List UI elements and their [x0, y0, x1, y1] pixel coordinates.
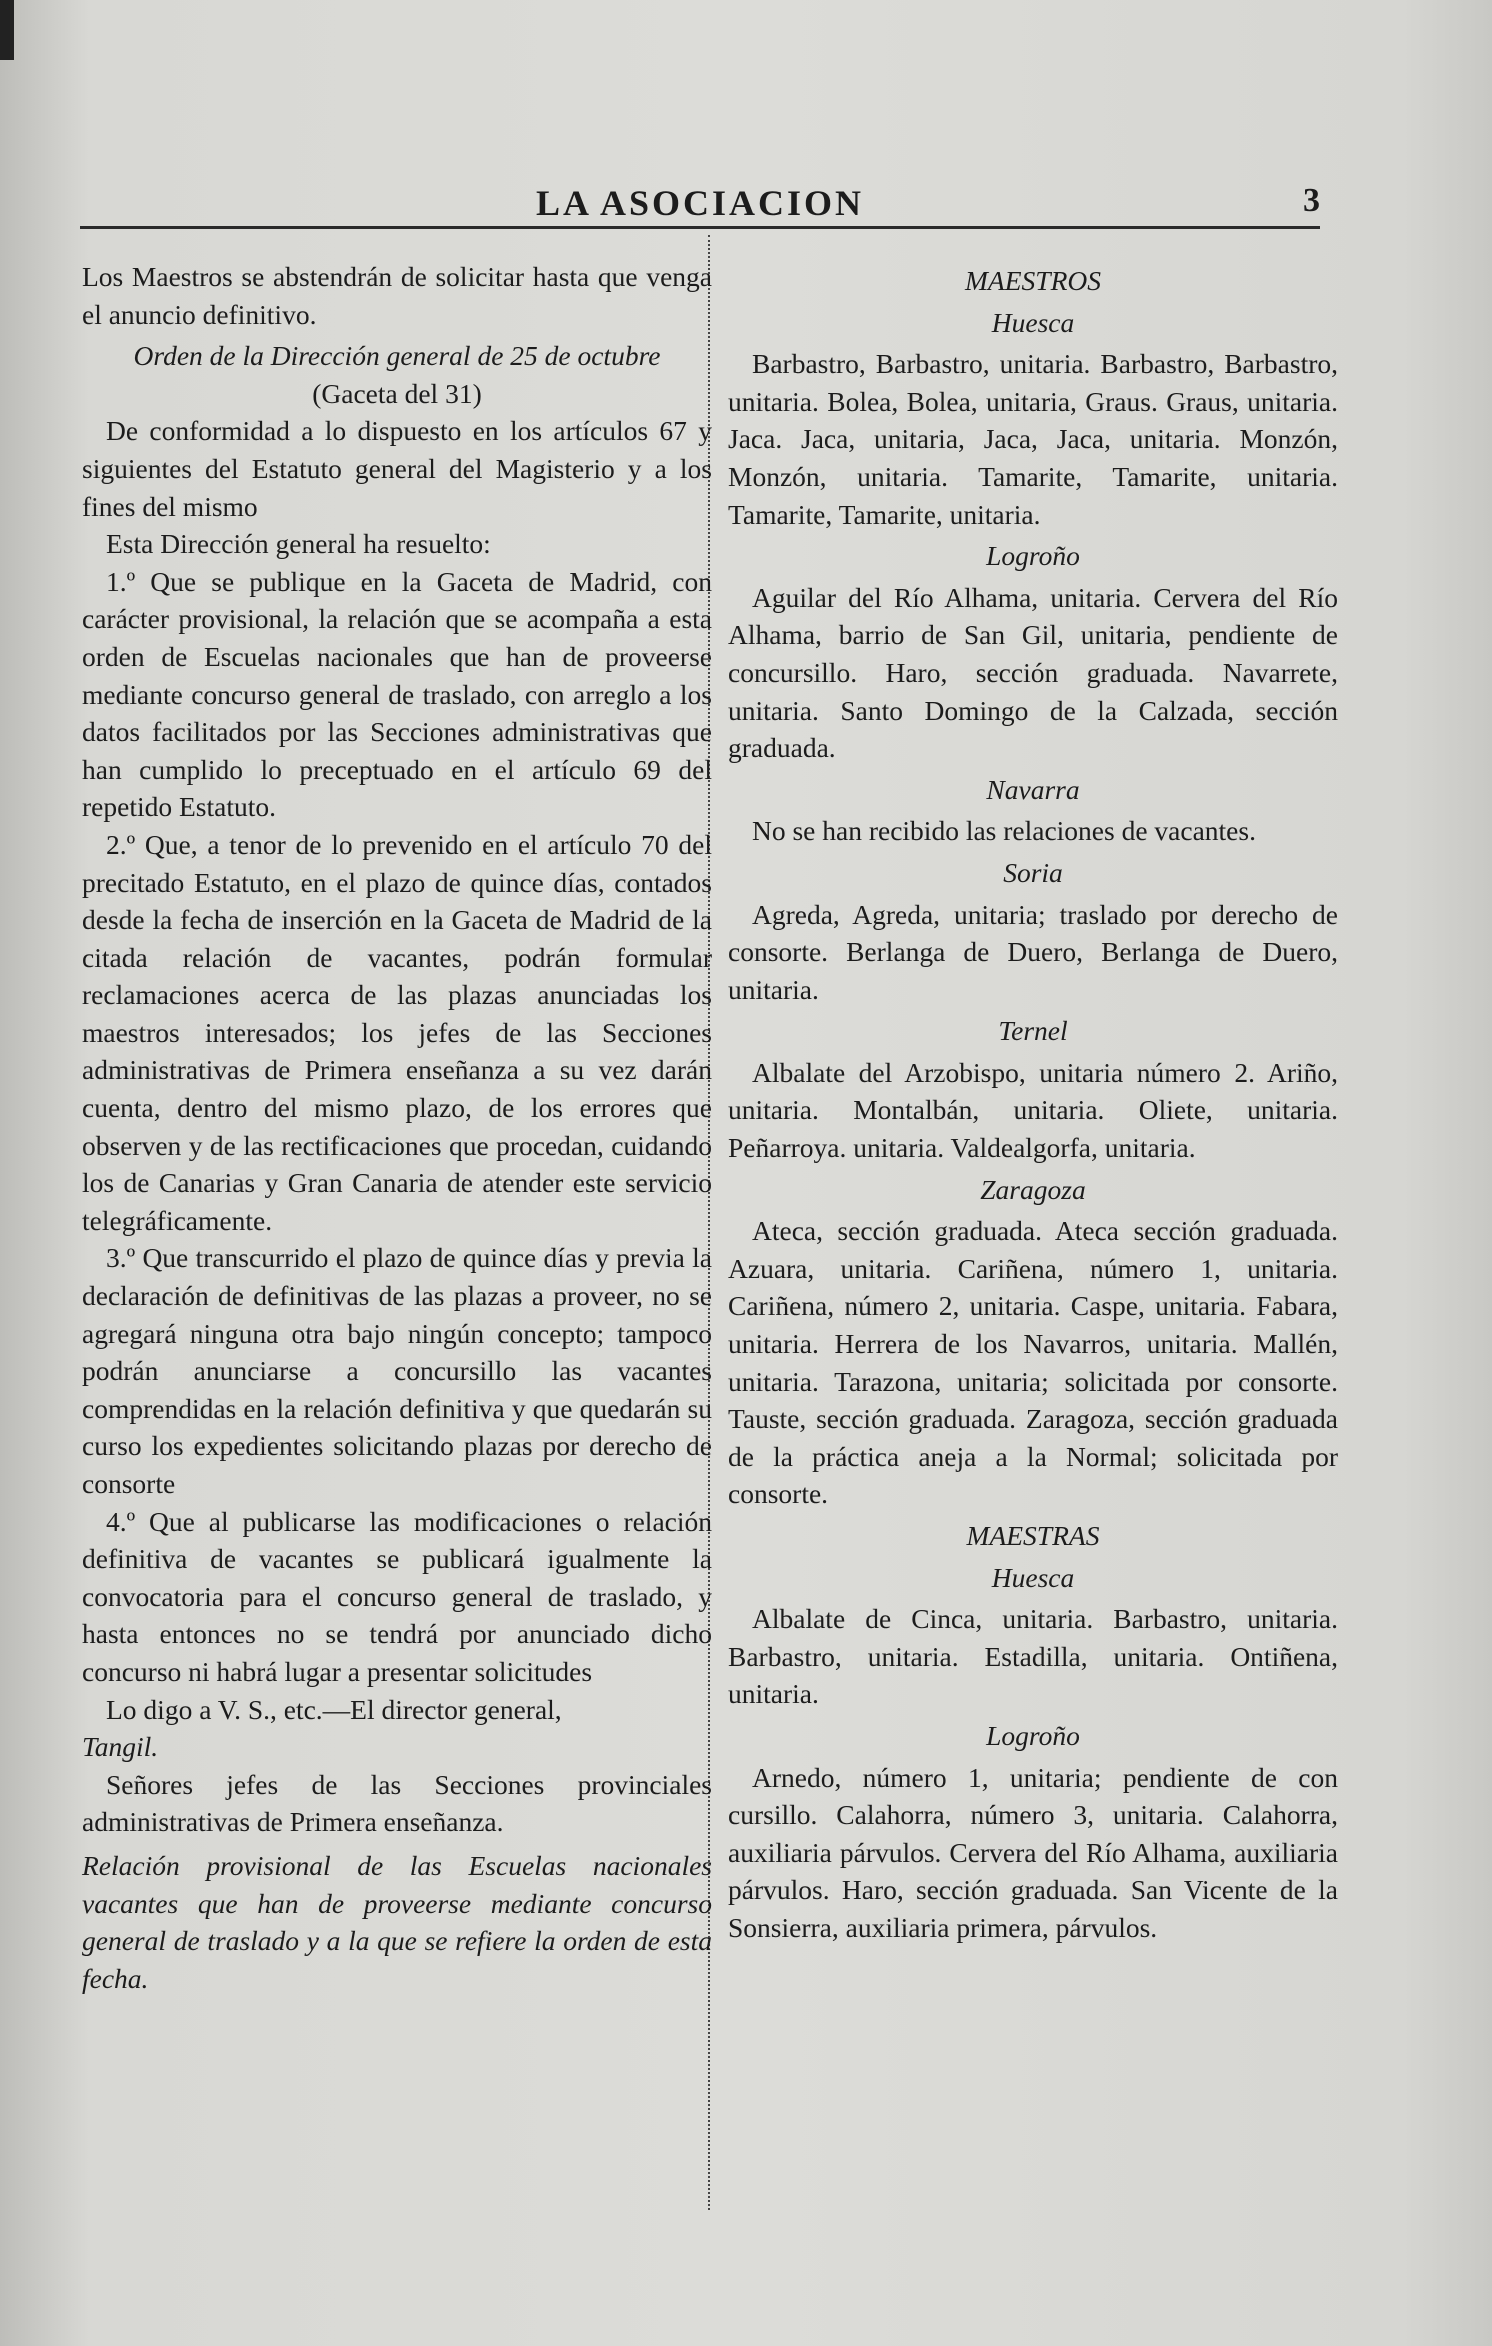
order-title: Orden de la Dirección general de 25 de octubre: [133, 340, 661, 372]
article-2-paragraph: 2.º Que, a tenor de lo prevenido en el artículo 70 del precitado Estatuto, en el plazo de quince días, contados desde la fecha de inserción en la Gaceta de Madrid de la citada relación de vacantes, podrán formular reclamaciones acerca de las plazas anunciadas los maestros interesados; los jefes de las Secciones administrativas de Primera enseñanza a su vez darán cuenta, dentro del mismo plazo, de los errores que observen y de las rectificaciones que procedan, cuidando los de Canarias y Gran Canaria de atender este servicio telegráficamente.: [82, 828, 712, 1236]
conformidad-paragraph: De conformidad a lo dispuesto en los artículos 67 y siguientes del Estatuto general del Magisterio y a los fines del mismo: [82, 415, 712, 522]
article-4-paragraph: 4.º Que al publicarse las modificaciones o relación definitiva de vacantes se publicará igualmente la convocatoria para el concurso general de traslado, y hasta entonces no se tendrá por anunciado dicho concurso ni habrá lugar a presentar solicitudes: [82, 1505, 712, 1687]
left-column: [82, 258, 712, 1997]
page-corner-shadow: [0, 0, 14, 60]
huesca-heading: Huesca: [991, 306, 1075, 338]
soria-list: Agreda, Agreda, unitaria; traslado por derecho de consorte. Berlanga de Duero, Berlanga de Duero, unitaria.: [728, 898, 1338, 1005]
teruel-heading: Ternel: [998, 1015, 1068, 1047]
zaragoza-list: Ateca, sección graduada. Ateca sección graduada. Azuara, unitaria. Cariñena, número 1, unitaria. Cariñena, número 2, unitaria. Caspe, unitaria. Fabara, unitaria. Herrera de los Navarros, unitaria. Mallén, unitaria. Tarazona, unitaria; solicitada por consorte. Tauste, sección graduada. Zaragoza, sección graduada de la práctica aneja a la Normal; solicitada por consorte.: [728, 1215, 1338, 1510]
logrono-list: Aguilar del Río Alhama, unitaria. Cervera del Río Alhama, barrio de San Gil, unitaria, pendiente de concursillo. Haro, sección graduada. Navarrete, unitaria. Santo Domingo de la Calzada, sección graduada.: [728, 581, 1338, 764]
huesca-maestras-heading: Huesca: [991, 1561, 1075, 1593]
relacion-caption: Relación provisional de las Escuelas nacionales vacantes que han de proveerse mediante concurso general de traslado y a la que se refiere la orden de esta fecha.: [82, 1849, 712, 1994]
article-1-paragraph: 1.º Que se publique en la Gaceta de Madrid, con carácter provisional, la relación que se acompaña a esta orden de Escuelas nacionales que han de proveerse mediante concurso general de traslado, con arreglo a los datos facilitados por las Secciones administrativas que han cumplido lo preceptuado en el artículo 69 del repetido Estatuto.: [82, 565, 712, 823]
header-rule: [80, 226, 1320, 229]
navarra-heading: Navarra: [986, 773, 1080, 805]
zaragoza-heading: Zaragoza: [980, 1173, 1086, 1205]
maestros-heading: MAESTROS: [965, 265, 1101, 296]
maestras-heading: MAESTRAS: [966, 1520, 1100, 1551]
soria-heading: Soria: [1003, 856, 1063, 888]
teruel-list: Albalate del Arzobispo, unitaria número 2. Ariño, unitaria. Montalbán, unitaria. Oliete, unitaria. Peñarroya. unitaria. Valdealgorfa, unitaria.: [728, 1056, 1338, 1164]
closing-paragraph: Lo digo a V. S., etc.—El director general,: [106, 1693, 562, 1725]
logrono-heading: Logroño: [986, 540, 1080, 572]
intro-paragraph: Los Maestros se abstendrán de solicitar hasta que venga el anuncio definitivo.: [82, 261, 712, 330]
huesca-maestras-list: Albalate de Cinca, unitaria. Barbastro, unitaria. Barbastro, unitaria. Estadilla, unitaria. Ontiñena, unitaria.: [728, 1603, 1338, 1710]
page-number: 3: [1303, 182, 1320, 219]
navarra-list: No se han recibido las relaciones de vacantes.: [752, 815, 1256, 847]
logrono-maestras-heading: Logroño: [986, 1719, 1080, 1751]
page-header: [80, 182, 1320, 222]
addressee-paragraph: Señores jefes de las Secciones provinciales administrativas de Primera enseñanza.: [82, 1768, 712, 1838]
gazette-reference: (Gaceta del 31): [312, 377, 482, 409]
huesca-list: Barbastro, Barbastro, unitaria. Barbastro, Barbastro, unitaria. Bolea, Bolea, unitaria, Graus. Graus, unitaria. Jaca. Jaca, unitaria, Jaca, Jaca, unitaria. Monzón, Monzón, unitaria. Tamarite, Tamarite, unitaria. Tamarite, Tamarite, unitaria.: [728, 348, 1338, 530]
article-3-paragraph: 3.º Que transcurrido el plazo de quince días y previa la declaración de definitivas de las plazas a proveer, no se agregará ninguna otra bajo ningún concepto; tampoco podrán anunciarse a concursillo las vacantes comprendidas en la relación definitiva y que quedarán su curso los expedientes solicitando plazas por derecho de consorte: [82, 1242, 712, 1499]
signature: Tangil.: [82, 1731, 159, 1763]
right-column: [728, 258, 1338, 1951]
logrono-maestras-list: Arnedo, número 1, unitaria; pendiente de con cursillo. Calahorra, número 3, unitaria. Calahorra, auxiliaria párvulos. Cervera del Río Alhama, auxiliaria párvulos. Haro, sección graduada. San Vicente de la Sonsierra, auxiliaria primera, párvulos.: [728, 1761, 1338, 1943]
resuelto-paragraph: Esta Dirección general ha resuelto:: [106, 528, 491, 560]
publication-title: LA ASOCIACION: [535, 183, 865, 223]
